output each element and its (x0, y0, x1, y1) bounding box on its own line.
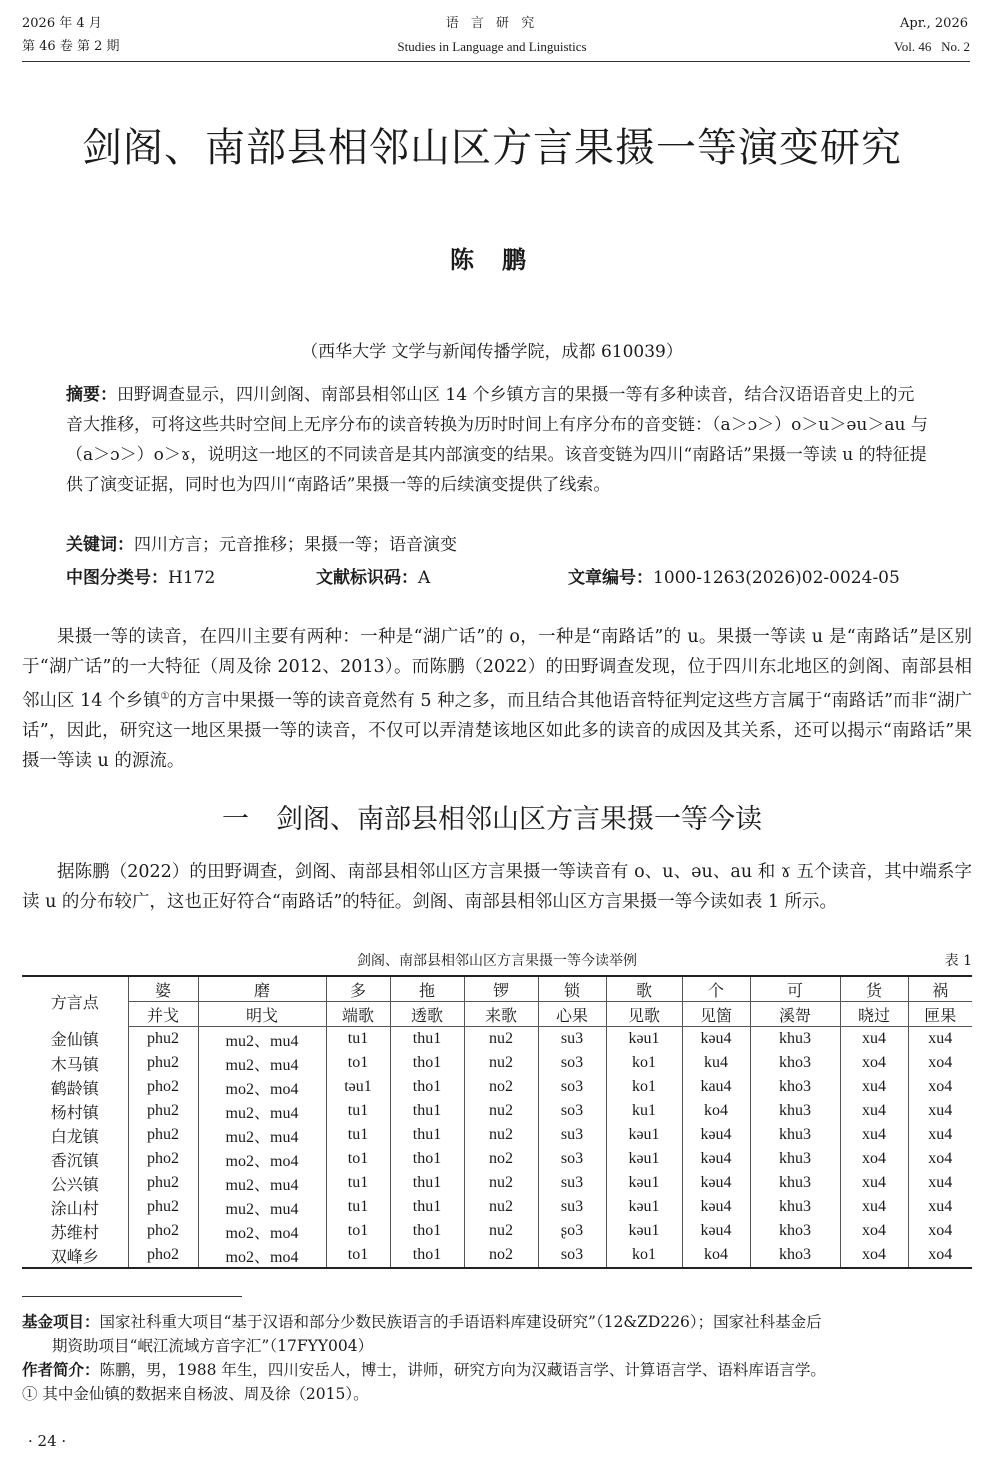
table-cell: kəu4 (682, 1171, 750, 1195)
table-head-char: 货 (840, 976, 908, 1002)
keywords-text: 四川方言；元音推移；果摄一等；语音演变 (134, 535, 457, 555)
table-cell: xu4 (908, 1027, 972, 1052)
table-cell: so3 (538, 1051, 606, 1075)
header-journal-cn: 语 言 研 究 (445, 16, 539, 31)
table-number: 表 1 (944, 953, 972, 969)
table-head-rhyme: 见歌 (606, 1002, 682, 1027)
doc-label: 文献标识码： (316, 568, 418, 588)
table-cell: xo4 (908, 1075, 972, 1099)
table-head-rhyme: 溪哿 (750, 1002, 840, 1027)
section-heading: 一 剑阁、南部县相邻山区方言果摄一等今读 (222, 804, 762, 835)
table-cell-place: 双峰乡 (22, 1243, 128, 1268)
table-cell: mo2、mo4 (198, 1243, 326, 1268)
table-cell: su3 (538, 1027, 606, 1052)
table-cell: nu2 (464, 1195, 538, 1219)
table-head-rhyme: 来歌 (464, 1002, 538, 1027)
table-cell: xo4 (840, 1147, 908, 1171)
table-head-char: 祸 (908, 976, 972, 1002)
table-cell: so3 (538, 1075, 606, 1099)
table-cell: nu2 (464, 1051, 538, 1075)
table-cell: xu4 (840, 1195, 908, 1219)
table-head-char: 多 (326, 976, 390, 1002)
intro-text-2: 的方言中果摄一等的读音竟然有 5 种之多，而且结合其他语音特征判定这些方言属于“南路话”而非“湖广话”，因此，研究这一地区果摄一等的读音，不仅可以弄清楚该地区如此多的读音的成因及其关系，还可以揭示“南路话”果摄一等读 u 的源流。 (22, 690, 972, 771)
table-cell: khu3 (750, 1195, 840, 1219)
table-head-char: 歌 (606, 976, 682, 1002)
table-cell: to1 (326, 1219, 390, 1243)
table-cell: təu1 (326, 1075, 390, 1099)
table-cell: ko1 (606, 1051, 682, 1075)
footnote-marker[interactable]: ① (160, 691, 170, 702)
table-cell: khu3 (750, 1147, 840, 1171)
table-cell: ko1 (606, 1243, 682, 1268)
table-body (22, 1027, 972, 1269)
table-cell: su3 (538, 1171, 606, 1195)
table-cell: xo4 (908, 1051, 972, 1075)
table-cell-place: 木马镇 (50, 1054, 99, 1074)
table-cell: kəu1 (606, 1027, 682, 1052)
table-head-char: 婆 (128, 976, 198, 1002)
table-cell: xo4 (908, 1219, 972, 1243)
table-cell: tho1 (390, 1147, 464, 1171)
table-cell: tho1 (390, 1075, 464, 1099)
article-title: 剑阁、南部县相邻山区方言果摄一等演变研究 (82, 125, 902, 171)
table-cell: phu2 (128, 1099, 198, 1123)
table-cell: phu2 (128, 1195, 198, 1219)
table-cell: xo4 (840, 1051, 908, 1075)
table-cell: pho2 (128, 1219, 198, 1243)
table-cell: ʂo3 (538, 1219, 606, 1243)
table-cell: kəu1 (606, 1171, 682, 1195)
header-date-en: Apr., 2026 (900, 16, 968, 31)
clc-code (66, 563, 215, 588)
table-cell: xu4 (840, 1171, 908, 1195)
table-head-char: 可 (750, 976, 840, 1002)
table-corner: 方言点 (22, 976, 128, 1027)
table-cell: so3 (538, 1099, 606, 1123)
fund-text: 国家社科重大项目“基于汉语和部分少数民族语言的手语语料库建设研究”（12&ZD226）；国家社科基金后 (99, 1313, 822, 1331)
table-cell-place: 杨村镇 (50, 1102, 99, 1122)
header-volume-en: Vol. 46 No. 2 (894, 39, 970, 54)
table-head-char: 个 (682, 976, 750, 1002)
table-cell-place: 涂山村 (50, 1198, 99, 1218)
table-caption-text: 剑阁、南部县相邻山区方言果摄一等今读举例 (357, 953, 637, 969)
table-cell: mu2、mu4 (198, 1123, 326, 1147)
footnote-rule (22, 1296, 242, 1297)
table-cell-place: 鹤龄镇 (50, 1078, 99, 1098)
table-head-rhyme: 明戈 (198, 1002, 326, 1027)
table-cell: kəu1 (606, 1147, 682, 1171)
table-cell: su3 (538, 1195, 606, 1219)
table-cell: xu4 (840, 1123, 908, 1147)
table-cell: thu1 (390, 1195, 464, 1219)
table-row (22, 1147, 972, 1171)
id-value: 1000-1263(2026)02-0024-05 (653, 568, 900, 588)
table-cell: mo2、mo4 (198, 1147, 326, 1171)
table-head-rhyme: 心果 (538, 1002, 606, 1027)
abstract (66, 380, 928, 555)
table-cell: khu3 (750, 1123, 840, 1147)
table-cell: pho2 (128, 1075, 198, 1099)
table-head-char: 拖 (390, 976, 464, 1002)
table-cell: tu1 (326, 1027, 390, 1052)
table-cell-place: 金仙镇 (50, 1030, 99, 1050)
page-number: · 24 · (28, 1432, 67, 1450)
table-cell: phu2 (128, 1051, 198, 1075)
table-row (22, 1171, 972, 1195)
table-cell: so3 (538, 1243, 606, 1268)
table-cell: no2 (464, 1075, 538, 1099)
table-row (22, 1243, 972, 1268)
table-cell: kho3 (750, 1219, 840, 1243)
footnote-fund-cont: 期资助项目“岷江流域方音字汇”（17FYY004） (52, 1337, 374, 1355)
table-cell: kau4 (682, 1075, 750, 1099)
header-rule (22, 61, 970, 62)
table-cell: nu2 (464, 1123, 538, 1147)
keywords (66, 530, 457, 560)
table-cell: nu2 (464, 1219, 538, 1243)
table-cell-place: 苏维村 (50, 1222, 99, 1242)
table-cell-place: 白龙镇 (50, 1126, 99, 1146)
table-cell: tho1 (390, 1243, 464, 1268)
table-cell: nu2 (464, 1027, 538, 1052)
table-cell: xu4 (908, 1171, 972, 1195)
affiliation: （西华大学 文学与新闻传播学院，成都 610039） (301, 342, 683, 362)
table-cell: tu1 (326, 1099, 390, 1123)
abstract-paragraph (66, 380, 928, 500)
table-head-rhyme: 端歌 (326, 1002, 390, 1027)
table-cell: to1 (326, 1243, 390, 1268)
section-paragraph: 据陈鹏（2022）的田野调查，剑阁、南部县相邻山区方言果摄一等读音有 o、u、əu、au 和 ɤ 五个读音，其中端系字读 u 的分布较广，这也正好符合“南路话”的特征。剑阁、南部县相邻山区方言果摄一等今读如表 1 所示。 (22, 862, 972, 912)
table-cell: phu2 (128, 1027, 198, 1052)
table-cell: kəu1 (606, 1123, 682, 1147)
table-cell: ko4 (682, 1243, 750, 1268)
table-row (22, 1219, 972, 1243)
table-cell: kəu4 (682, 1195, 750, 1219)
author-text: 陈鹏，男，1988 年生，四川安岳人，博士，讲师，研究方向为汉藏语言学、计算语言学、语料库语言学。 (99, 1361, 826, 1379)
table-cell: su3 (538, 1123, 606, 1147)
table-cell: pho2 (128, 1147, 198, 1171)
table-head-char: 磨 (198, 976, 326, 1002)
table-cell: no2 (464, 1147, 538, 1171)
id-label: 文章编号： (568, 568, 653, 588)
clc-value: H172 (168, 568, 216, 588)
table-header-chars (22, 976, 972, 1002)
table-cell: kho3 (750, 1243, 840, 1268)
doc-value: A (418, 568, 431, 588)
table-cell: xu4 (840, 1075, 908, 1099)
table-head-rhyme: 见箇 (682, 1002, 750, 1027)
table-cell: tu1 (326, 1123, 390, 1147)
table-head-rhyme: 匣果 (908, 1002, 972, 1027)
table-cell: thu1 (390, 1027, 464, 1052)
table-row (22, 1195, 972, 1219)
table-cell: tu1 (326, 1195, 390, 1219)
table-cell: to1 (326, 1051, 390, 1075)
table-cell: ko4 (682, 1099, 750, 1123)
table-cell: thu1 (390, 1123, 464, 1147)
intro-text-1: 果摄一等的读音，在四川主要有两种：一种是“湖广话”的 o，一种是“南路话”的 u。果摄一等读 u 是“南路话”是区别于“湖广话”的一大特征（周及徐 2012、2013）。而陈鹏（2022）的田野调查发现，位于四川东北地区的剑阁、南部县相邻山区 14 个乡镇 (22, 627, 972, 711)
footnote-author (22, 1358, 972, 1382)
table-cell: mu2、mu4 (198, 1051, 326, 1075)
table-cell: xo4 (908, 1243, 972, 1268)
table-cell: tho1 (390, 1051, 464, 1075)
table-cell: xu4 (840, 1027, 908, 1052)
table-row (22, 1123, 972, 1147)
table-head-rhyme: 透歌 (390, 1002, 464, 1027)
table-cell: xu4 (908, 1123, 972, 1147)
table-cell: kəu4 (682, 1219, 750, 1243)
table-cell: xu4 (908, 1195, 972, 1219)
abstract-label: 摘要： (66, 385, 117, 405)
table-cell: phu2 (128, 1123, 198, 1147)
table-cell: mu2、mu4 (198, 1195, 326, 1219)
table-cell: thu1 (390, 1099, 464, 1123)
table-cell: nu2 (464, 1171, 538, 1195)
table-cell: to1 (326, 1147, 390, 1171)
keywords-label: 关键词： (66, 535, 134, 555)
table-cell: ko1 (606, 1075, 682, 1099)
table-cell: nu2 (464, 1099, 538, 1123)
footnote-fund (22, 1310, 972, 1334)
table-cell: phu2 (128, 1171, 198, 1195)
data-table (22, 975, 972, 1269)
fund-label: 基金项目： (22, 1313, 100, 1331)
intro-paragraph (22, 622, 972, 776)
table-head-rhyme: 并戈 (128, 1002, 198, 1027)
table-cell: ku4 (682, 1051, 750, 1075)
header-volume-cn: 第 46 卷 第 2 期 (22, 39, 120, 54)
table-cell: xo4 (908, 1147, 972, 1171)
table-head-char: 锁 (538, 976, 606, 1002)
table-cell: khu3 (750, 1099, 840, 1123)
article-id (568, 563, 900, 588)
table-cell-place: 香沉镇 (50, 1150, 99, 1170)
author-name: 陈鹏 (450, 246, 554, 274)
table-row (22, 1075, 972, 1099)
table-cell: mu2、mu4 (198, 1027, 326, 1052)
table-row (22, 1051, 972, 1075)
header-journal-en: Studies in Language and Linguistics (397, 39, 587, 54)
table-cell: no2 (464, 1243, 538, 1268)
table-cell: xo4 (840, 1243, 908, 1268)
table-cell: kəu4 (682, 1147, 750, 1171)
table-cell: kho3 (750, 1075, 840, 1099)
table-row (22, 1027, 972, 1052)
table-cell: xu4 (908, 1099, 972, 1123)
table-cell: mu2、mu4 (198, 1171, 326, 1195)
header-date-cn: 2026 年 4 月 (22, 16, 102, 31)
table-cell: kəu4 (682, 1123, 750, 1147)
table-cell: xo4 (840, 1219, 908, 1243)
table-head-rhyme: 晓过 (840, 1002, 908, 1027)
table-cell: khu3 (750, 1171, 840, 1195)
table-cell: xu4 (840, 1099, 908, 1123)
table-cell: mu2、mu4 (198, 1099, 326, 1123)
table-cell: tho1 (390, 1219, 464, 1243)
table-cell: tu1 (326, 1171, 390, 1195)
table-row (22, 1099, 972, 1123)
author-label: 作者简介： (22, 1361, 100, 1379)
table-header-rhymes (22, 1002, 972, 1027)
table-cell: kəu1 (606, 1195, 682, 1219)
table-cell: pho2 (128, 1243, 198, 1268)
table-cell: kəu1 (606, 1219, 682, 1243)
table-head-char: 锣 (464, 976, 538, 1002)
abstract-text: 田野调查显示，四川剑阁、南部县相邻山区 14 个乡镇方言的果摄一等有多种读音，结合汉语语音史上的元音大推移，可将这些共时空间上无序分布的读音转换为历时时间上有序分布的音变链：（a＞ɔ＞）o＞u＞əu＞au 与（a＞ɔ＞）o＞ɤ，说明这一地区的不同读音是其内部演变的结果。该音变链为四川“南路话”果摄一等读 u 的特征提供了演变证据，同时也为四川“南路话”果摄一等的后续演变提供了线索。 (66, 385, 928, 495)
clc-label: 中图分类号： (66, 568, 168, 588)
table-cell: kho3 (750, 1051, 840, 1075)
table-cell: mo2、mo4 (198, 1075, 326, 1099)
table-cell: khu3 (750, 1027, 840, 1052)
table-cell-place: 公兴镇 (50, 1174, 99, 1194)
table-cell: so3 (538, 1147, 606, 1171)
table-cell: mo2、mo4 (198, 1219, 326, 1243)
table-cell: kəu4 (682, 1027, 750, 1052)
table-cell: ku1 (606, 1099, 682, 1123)
footnote-1: ① 其中金仙镇的数据来自杨波、周及徐（2015）。 (22, 1385, 369, 1403)
doc-code (316, 563, 430, 588)
table-cell: thu1 (390, 1171, 464, 1195)
